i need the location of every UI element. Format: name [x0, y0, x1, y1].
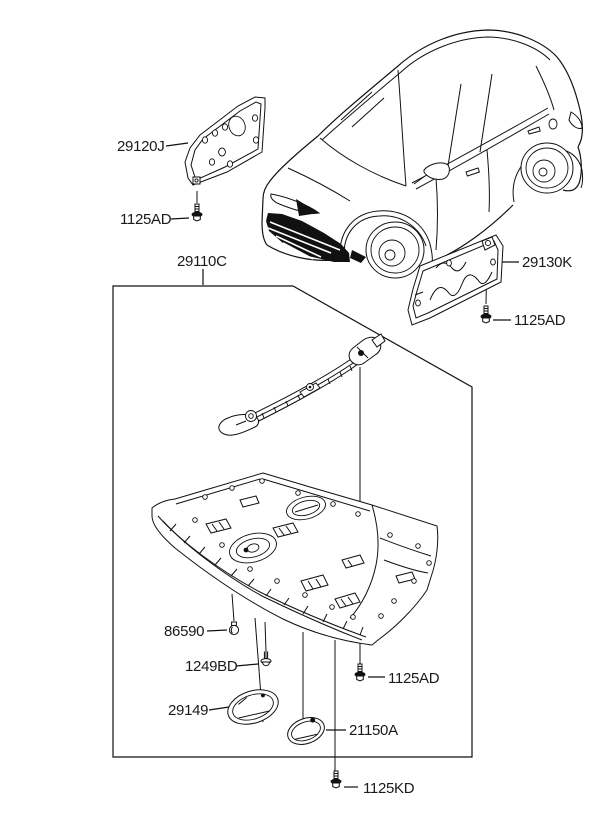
- clip-86590-glyph: [229, 622, 238, 635]
- cover-21150a-part: [284, 713, 328, 749]
- callout-1125ad-left[interactable]: 1125AD: [120, 211, 172, 228]
- bolt-1125ad-left-glyph: [192, 204, 203, 221]
- side-cover-29120j-part: [185, 97, 265, 185]
- callout-1249bd[interactable]: 1249BD: [185, 658, 238, 675]
- callout-1125kd[interactable]: 1125KD: [363, 780, 415, 797]
- callout-86590[interactable]: 86590: [164, 623, 205, 640]
- under-cover-panel: [152, 473, 438, 645]
- vehicle-illustration: [262, 30, 583, 278]
- callout-29120j[interactable]: 29120J: [117, 138, 165, 155]
- callout-29149[interactable]: 29149: [168, 702, 209, 719]
- callout-29110c[interactable]: 29110C: [177, 253, 227, 270]
- callout-1125ad-right[interactable]: 1125AD: [514, 312, 566, 329]
- bolt-1125ad-right-glyph: [481, 306, 492, 323]
- bolt-1249bd-glyph: [261, 652, 271, 666]
- bolt-1125kd-glyph: [331, 771, 342, 788]
- callout-21150a[interactable]: 21150A: [349, 722, 398, 739]
- callout-29130k[interactable]: 29130K: [522, 254, 572, 271]
- callout-leader-lines: [166, 143, 519, 787]
- bolt-1125ad-bottom-glyph: [355, 664, 366, 681]
- cover-29149-part: [223, 684, 282, 731]
- callout-1125ad-bottom[interactable]: 1125AD: [388, 670, 440, 687]
